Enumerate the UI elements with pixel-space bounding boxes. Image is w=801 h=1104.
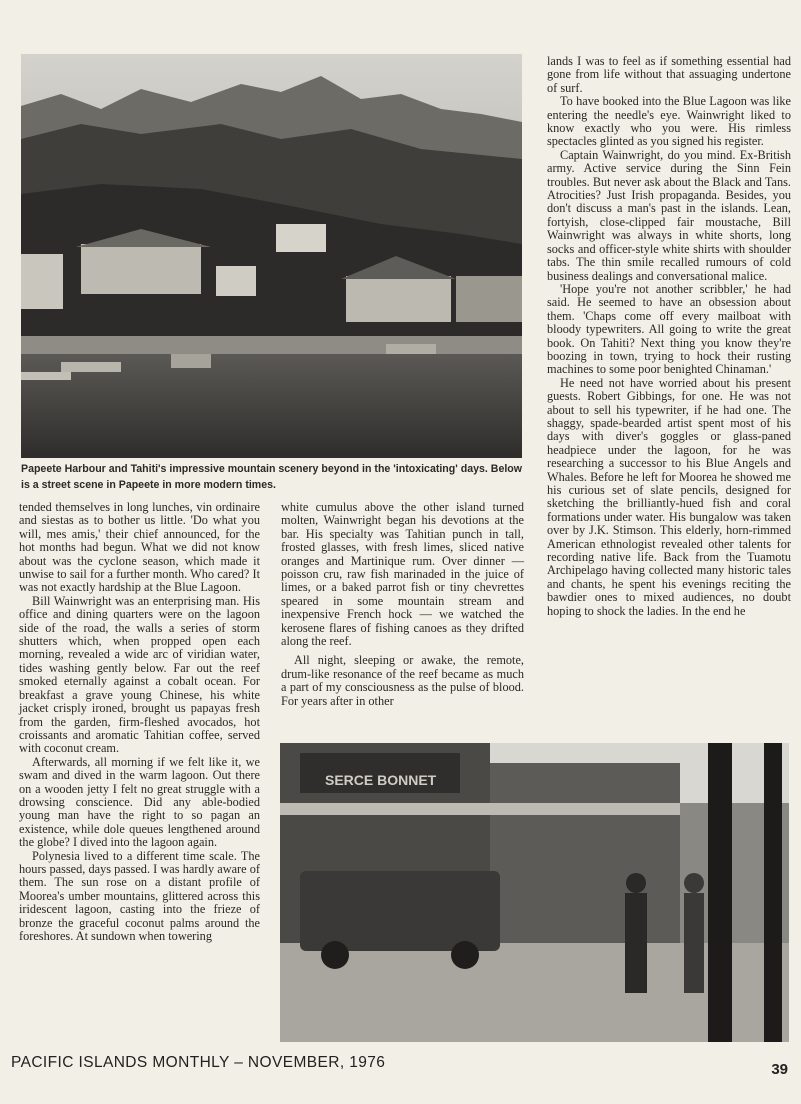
photo-caption: Papeete Harbour and Tahiti's impressive mountain scenery beyond in the 'intoxicating' days. Below is a street scene in Papeete in more modern times. <box>21 463 522 491</box>
paragraph: Bill Wainwright was an enterprising man. His office and dining quarters were on the lagoon side of the road, the walls a series of storm shutters which, when propped open each morning, revealed a wide arc of viridian water, tides washing gently below. Far out the reef smoked eternally against a cobalt ocean. For breakfast a grave young Chinese, his white jacket crisply ironed, brought us papayas fresh from the garden, firm-fleshed avocados, hot croissants and aromatic Tahitian coffee, served with coconut cream. <box>19 593 260 756</box>
article-column-2 <box>281 501 524 708</box>
paragraph: To have booked into the Blue Lagoon was like entering the needle's eye. Wainwright liked to know exactly who you were. His rimless spectacles glinted as you signed his register. <box>547 94 791 149</box>
paragraph: He need not have worried about his present guests. Robert Gibbings, for one. He was not about to sell his typewriter, if he had one. The shaggy, spade-bearded artist spent most of his days with diver's goggles or glass-paned headpiece under the lagoon, for he was researching a successor to his Blue Angels and Whales. Before he left for Moorea he showed me his curious set of slate pencils, designed for sketching the brilliantly-hued fish and coral formations under water. His bungalow was taken over by J.K. Stimson. This elderly, horn-rimmed American ethnologist revealed other talents for recording native life. Back from the Tuamotu Archipelago having collected many historic tales and chants, he spent his evenings reciting the bawdier ones to mixed audiences, no doubt hoping to shock the ladies. In the end he <box>547 375 791 618</box>
paragraph: All night, sleeping or awake, the remote, drum-like resonance of the reef became as much a part of my consciousness as the pulse of blood. For years after in other <box>281 653 524 708</box>
page-number: 39 <box>771 1061 788 1078</box>
paragraph: white cumulus above the other island turned molten, Wainwright began his devotions at the bar. His specialty was Tahitian punch in tall, frosted glasses, with fresh limes, sliced native oranges and Martinique rum. Over dinner — poisson cru, raw fish marinaded in the juice of limes, or a baked parrot fish or tiny chevrettes speared in some mountain stream and inexpensive French hock — we watched the kerosene flares of fishing canoes as they drifted along the reef. <box>281 500 524 649</box>
publication-footer: PACIFIC ISLANDS MONTHLY – NOVEMBER, 1976 <box>11 1054 386 1071</box>
paragraph: lands I was to feel as if something essential had gone from life without that assuaging undertone of surf. <box>547 54 791 95</box>
paragraph: 'Hope you're not another scribbler,' he had said. He seemed to have an obsession about them. 'Chaps come off every mailboat with bloody typewriters. All going to write the great book. On Tahiti? Next thing you know they're boozing in town, trying to hock their rusting machines to some poor benighted Chinaman.' <box>547 281 791 377</box>
article-column-3 <box>547 55 791 618</box>
paragraph: Captain Wainwright, do you mind. Ex-British army. Active service during the Sinn Fein troubles. But never ask about the Black and Tans. Atrocities? Just Irish propaganda. Besides, you don't discuss a man's past in the islands. Lean, fortyish, close-clipped fair moustache, Bill Wainwright was always in white shorts, long socks and officer-style white shirts with shoulder tabs. The thin smile recalled rumours of cold business dealings and conversational malice. <box>547 147 791 283</box>
paragraph: Polynesia lived to a different time scale. The hours passed, days passed. I was hardly aware of them. The sun rose on a distant profile of Moorea's umber mountains, glittered across this iridescent lagoon, casting into the frieze of bronze the graceful coconut palms around the foreshores. At sundown when towering <box>19 848 260 943</box>
article-column-1 <box>19 501 260 943</box>
harbour-photo <box>21 54 522 458</box>
paragraph: Afterwards, all morning if we felt like it, we swam and dived in the warm lagoon. Out there on a wooden jetty I felt no great struggle with a drowsing conscience. Did any able-bodied young man have the right to so pagan an existence, while dole queues lengthened around the globe? I dived into the lagoon again. <box>19 754 260 850</box>
street-scene-photo <box>280 743 789 1042</box>
shop-sign-text: SERCE BONNET <box>325 772 437 788</box>
paragraph: tended themselves in long lunches, vin ordinaire and siestas as to bother us little. 'Do what you will, mes amis,' their chief announced, for the hot months had begun. What we did not know about was the cyclone season, which made it unwise to sail for a further month. Who cared? It was not exactly hardship at the Blue Lagoon. <box>19 500 260 595</box>
